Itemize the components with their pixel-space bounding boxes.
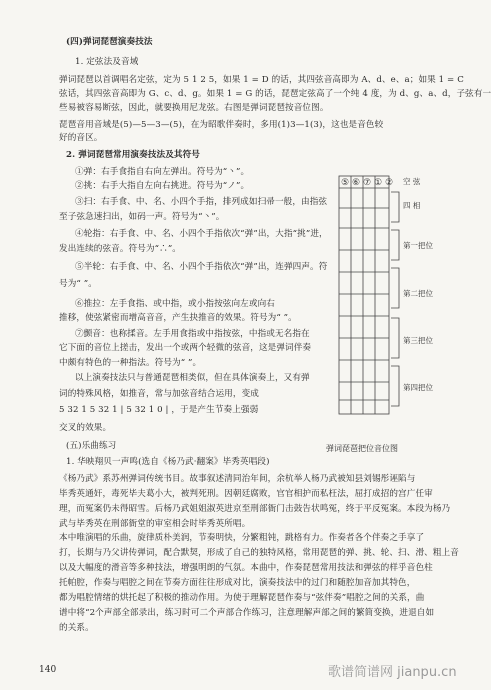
position-label: 第三把位 (403, 336, 433, 345)
text-line: 以及大幅度的滑音等多种技法，增强明朗的气氛。本曲中，作奏琵琶常用技法和弹弦的样乎音色柱 (59, 563, 433, 573)
text-line: 谱中将“2个声部全部录出，练习时可二个声部合作练习，注意理解声部之间的繁简变换，进退自如 (59, 608, 435, 618)
position-label: 第二把位 (403, 289, 433, 298)
text-line: 弹词琵琶以首调唱名定弦，定为 5 1 2 5，如果 1 = D 的话，其四弦音高即为 A、d、e、a；如果 1 = C (59, 75, 464, 85)
text-line: 理，而冤案仍未得昭雪。后杨乃武姐姐淑英进京至刑部衙门击鼓告状鸣冤，终于平反冤案。本段为杨乃 (59, 504, 451, 514)
text-line: 打，长期与乃父讲传弹词，配合默契，形成了自己的独特风格，常用琵琶的弹、挑、轮、扫、滑、粗上音 (59, 548, 459, 558)
text-line: 中颇有特色的一种指法。符号为“ ”。 (59, 358, 202, 368)
string-marker: ⑥ (352, 178, 361, 188)
text-line: (五)乐曲练习 (66, 441, 117, 451)
text-line: ①弹：右手食指自右向左弹出。符号为“丶”。 (75, 167, 250, 177)
text-line: ⑥推拉：左手食指、或中指，或小指按弦向左或向右 (75, 299, 275, 309)
text-line: 的关系。 (59, 623, 94, 633)
text-line: ②挑：右手大指自左向右挑进。符号为“ノ”。 (75, 181, 250, 191)
text-line: 《杨乃武》系苏州弹词传统书目。故事叙述清同治年间，余杭举人杨乃武被知县刘锡彤诬陷与 (59, 474, 416, 484)
text-line: 弦话，其四弦音高即为 G、c、d、g。如果 1 = G 的话，琵琶定弦高了一个纯 4 度，为 d、g、a、d，子弦有一 (59, 89, 491, 99)
text-line: 2. 弹词琵琶常用演奏技法及其符号 (66, 150, 200, 160)
string-marker: ⑤ (341, 178, 350, 188)
text-line: 好的音区。 (59, 133, 103, 143)
text-line: 1. 华映翔贝一声鸣(选自《杨乃武·翻案》毕秀英唱段) (66, 457, 270, 467)
page-number: 140 (39, 665, 57, 675)
text-line: 交叉的效果。 (59, 423, 112, 433)
text-line: 毕秀英通奸，毒死毕夫葛小大，被判死刑。因朝廷腐败，官官相护而私枉法，屈打成招的宫广任审 (59, 489, 433, 499)
text-line: 至子弦急速扫出，如码一声。符号为“丶”。 (59, 212, 225, 222)
text-line: 托帕腔，作奏与唱腔之间在节奏方面往往形成对比，演奏技法中的过门和随腔加音加其特色， (59, 578, 416, 588)
position-label: 第四把位 (403, 383, 433, 392)
text-line: ⑤半轮：右手食、中、名、小四个手指依次“弹”出，连弹四声。符 (75, 262, 328, 272)
string-markers (341, 178, 393, 188)
string-marker: ① (374, 178, 383, 188)
text-line: 些易被容易断弦，因此，就要换用尼龙弦。右图是弹词琵琶按音位图。 (59, 103, 329, 113)
string-marker: ⑦ (363, 178, 372, 188)
pipa-fingering-diagram (331, 168, 443, 418)
position-label: 四 相 (403, 201, 421, 210)
position-labels (403, 176, 433, 392)
text-line: 本中唯演唱的乐曲，旋律质朴美润，节奏明快，分繁粗钝，跳格有力。作奏者各个伴奏之手享了 (59, 533, 425, 543)
text-line: 发出连续的弦音。符号为“∴”。 (59, 244, 182, 254)
diagram-caption: 弹词琵琶把位音位图 (326, 444, 398, 453)
text-line: 推移，使弦紧密而增高音音，产生抉推音的效果。符号为“ ”。 (59, 313, 297, 323)
site-watermark: 歌谱简谱网 jianpu.cn (328, 665, 457, 680)
text-line: ⑦颤音：也称揉音。左手用食指或中指按弦，中指或无名指在 (75, 329, 310, 339)
position-label: 空 弦 (403, 177, 421, 186)
text-line: 以上演奏技法只与普通琵琶相类似，但在具体演奏上，又有弹 (75, 373, 310, 383)
text-line: 琵琶音用音域是(5)—5—3—(5)，在为昭歌伴奏时，多用(1)3—1(3)，这也是音色较 (59, 120, 384, 130)
text-line: (四)弹词琵琶演奏技法 (66, 37, 153, 47)
text-line: 1. 定弦法及音域 (75, 57, 139, 67)
position-label: 第一把位 (403, 241, 433, 250)
text-line: 都为唱腔情绪的烘托起了积极的推动作用。为使于理解琵琶作奏与“弦伴奏”唱腔之间的关系，曲 (59, 593, 425, 603)
text-line: ④轮指：右手食、中、名、小四个手指依次“弹”出，大指“挑”进， (75, 229, 328, 239)
text-line: 武与毕秀英在刑部衙堂的审室相会时毕秀英所唱。 (59, 519, 251, 529)
text-line: ③扫：右手食、中、名、小四个手指，排列成如扫帚一般，由指弦 (75, 197, 328, 207)
text-line: 号为“ ”。 (59, 279, 97, 289)
string-marker: ② (385, 178, 394, 188)
text-line: 它下面的音位上搓击，发出一个或两个轻微的弦音，这是弹词伴奏 (59, 343, 312, 353)
text-line: 词的特殊风格，如推音，常与加弦音结合运用，变成 (59, 389, 259, 399)
text-line: 5 32 1 5 32 1 | 5 32 1 0 | ，于是产生节奏上强弱 (59, 405, 259, 415)
